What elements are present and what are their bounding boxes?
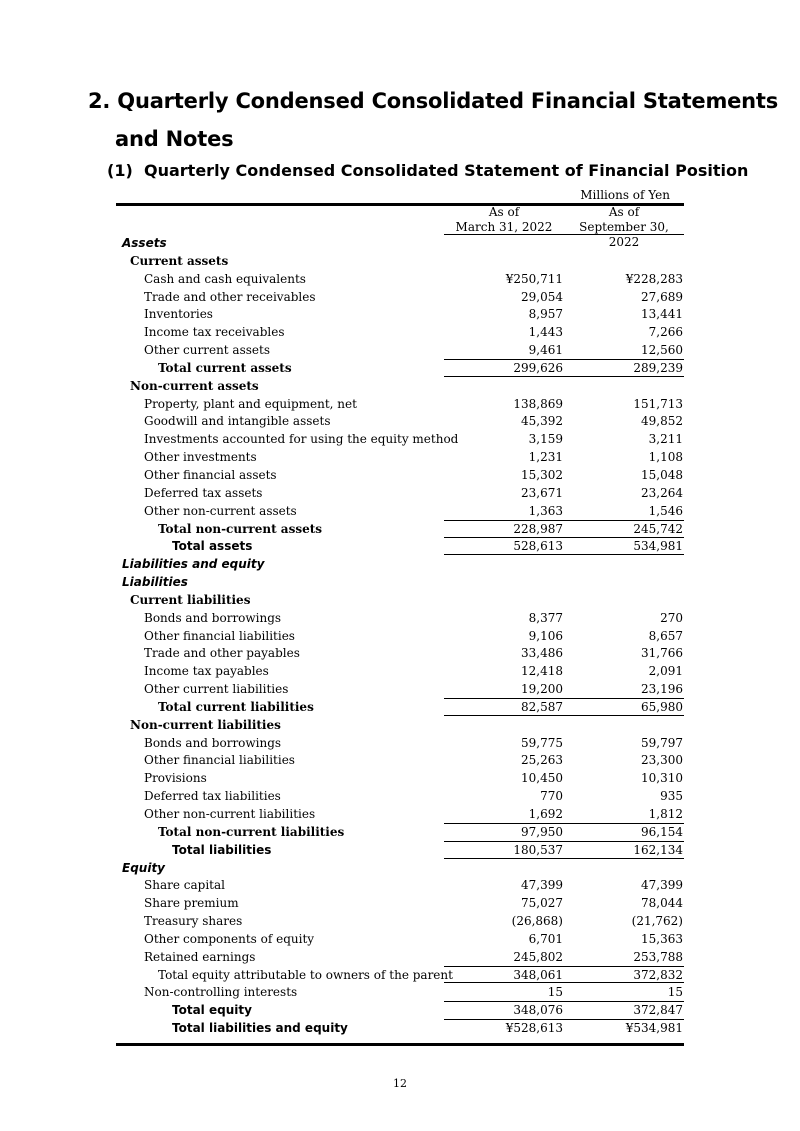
value-march-2022: 1,363 bbox=[528, 503, 563, 518]
table-row bbox=[116, 734, 684, 752]
table-bottom-rule bbox=[116, 1043, 684, 1046]
value-march-2022: 97,950 bbox=[521, 824, 563, 839]
value-march-2022: 299,626 bbox=[513, 360, 563, 375]
column-header-march-2022 bbox=[444, 205, 564, 235]
table-row bbox=[116, 894, 684, 912]
value-september-2022: 3,211 bbox=[648, 432, 683, 447]
value-september-2022: 289,239 bbox=[633, 360, 683, 375]
row-label: Total equity attributable to owners of the parent bbox=[158, 967, 453, 982]
row-label: Equity bbox=[122, 860, 166, 875]
table-row bbox=[116, 859, 684, 877]
value-march-2022: 15,302 bbox=[521, 467, 563, 482]
column-header-date: March 31, 2022 bbox=[455, 220, 553, 234]
value-september-2022: 27,689 bbox=[641, 289, 683, 304]
table-row bbox=[116, 716, 684, 734]
value-september-2022: 270 bbox=[660, 610, 683, 625]
value-september-2022: 372,847 bbox=[633, 1003, 683, 1018]
value-september-2022: 59,797 bbox=[641, 735, 683, 750]
row-label: Bonds and borrowings bbox=[144, 610, 282, 625]
page-number: 12 bbox=[393, 1077, 407, 1090]
value-march-2022: 9,106 bbox=[528, 628, 563, 643]
column-header-date: September 30, 2022 bbox=[579, 220, 669, 249]
row-label: Other non-current assets bbox=[144, 503, 297, 518]
value-march-2022: 45,392 bbox=[521, 414, 563, 429]
value-september-2022: 8,657 bbox=[648, 628, 683, 643]
value-march-2022: 23,671 bbox=[521, 485, 563, 500]
value-september-2022: 15,048 bbox=[641, 467, 683, 482]
value-september-2022: ¥534,981 bbox=[625, 1021, 683, 1036]
total-rule bbox=[444, 1001, 684, 1002]
row-label: Other current assets bbox=[144, 343, 270, 358]
value-september-2022: 49,852 bbox=[641, 414, 683, 429]
value-september-2022: 15,363 bbox=[641, 931, 683, 946]
row-label: Cash and cash equivalents bbox=[144, 271, 306, 286]
value-march-2022: 1,692 bbox=[528, 807, 563, 821]
value-september-2022: 96,154 bbox=[641, 824, 683, 839]
row-label: Total current assets bbox=[158, 360, 292, 375]
value-march-2022: 47,399 bbox=[521, 878, 563, 893]
row-label: Other non-current liabilities bbox=[144, 807, 316, 821]
table-row bbox=[116, 555, 684, 573]
value-march-2022: 33,486 bbox=[521, 646, 563, 661]
table-row bbox=[116, 573, 684, 591]
value-march-2022: 138,869 bbox=[513, 396, 563, 411]
value-march-2022: 12,418 bbox=[521, 664, 563, 679]
row-label: Non-current liabilities bbox=[130, 717, 281, 732]
row-label: Deferred tax liabilities bbox=[144, 789, 281, 804]
financial-position-table bbox=[116, 234, 684, 1037]
table-row bbox=[116, 288, 684, 306]
column-header-line: As of bbox=[608, 205, 640, 219]
value-march-2022: 29,054 bbox=[521, 289, 563, 304]
table-row bbox=[116, 983, 684, 1001]
row-label: Total liabilities and equity bbox=[172, 1021, 348, 1036]
page-title-line1: 2. Quarterly Condensed Consolidated Financial Statements bbox=[88, 89, 779, 113]
row-label: Other financial liabilities bbox=[144, 753, 295, 768]
value-september-2022: (21,762) bbox=[631, 914, 683, 929]
value-march-2022: 3,159 bbox=[528, 432, 563, 447]
table-row bbox=[116, 680, 684, 698]
value-september-2022: 78,044 bbox=[641, 896, 683, 911]
value-september-2022: 65,980 bbox=[641, 699, 683, 714]
total-rule bbox=[444, 966, 684, 967]
row-label: Trade and other receivables bbox=[144, 289, 316, 304]
row-label: Provisions bbox=[144, 771, 207, 786]
value-september-2022: 162,134 bbox=[633, 842, 683, 857]
value-march-2022: 9,461 bbox=[528, 343, 563, 358]
value-september-2022: 10,310 bbox=[641, 771, 683, 786]
table-row bbox=[116, 930, 684, 948]
table-row bbox=[116, 377, 684, 395]
value-march-2022: 10,450 bbox=[521, 771, 563, 786]
value-march-2022: 1,231 bbox=[528, 450, 563, 465]
total-rule bbox=[444, 537, 684, 538]
table-row bbox=[116, 448, 684, 466]
row-label: Total equity bbox=[172, 1003, 252, 1018]
row-label: Non-controlling interests bbox=[144, 985, 298, 1000]
table-row bbox=[116, 841, 684, 859]
value-march-2022: 8,377 bbox=[528, 610, 563, 625]
section-number: (1) bbox=[107, 161, 133, 180]
section-title-text: Quarterly Condensed Consolidated Statement of Financial Position bbox=[144, 161, 749, 180]
value-september-2022: 23,300 bbox=[641, 753, 683, 768]
row-label: Retained earnings bbox=[144, 949, 256, 964]
value-march-2022: 8,957 bbox=[528, 307, 563, 322]
table-row bbox=[116, 627, 684, 645]
value-september-2022: 7,266 bbox=[648, 325, 683, 340]
table-row bbox=[116, 769, 684, 787]
total-rule bbox=[444, 1019, 684, 1020]
value-september-2022: 12,560 bbox=[641, 343, 683, 358]
table-row bbox=[116, 948, 684, 966]
table-row bbox=[116, 430, 684, 448]
value-september-2022: 151,713 bbox=[633, 396, 683, 411]
row-label: Deferred tax assets bbox=[144, 485, 263, 500]
table-row bbox=[116, 520, 684, 538]
value-march-2022: 180,537 bbox=[513, 842, 563, 857]
table-row bbox=[116, 412, 684, 430]
row-label: Assets bbox=[122, 236, 167, 250]
total-rule bbox=[444, 359, 684, 360]
row-label: Current assets bbox=[130, 253, 229, 268]
table-row bbox=[116, 484, 684, 502]
row-label: Share capital bbox=[144, 878, 225, 893]
value-september-2022: 31,766 bbox=[641, 646, 683, 661]
value-september-2022: 935 bbox=[660, 789, 683, 804]
row-label: Other financial assets bbox=[144, 467, 277, 482]
row-label: Liabilities bbox=[122, 575, 188, 590]
table-row bbox=[116, 234, 684, 252]
table-row bbox=[116, 751, 684, 769]
value-september-2022: 13,441 bbox=[641, 307, 683, 322]
page-title bbox=[88, 82, 778, 158]
row-label: Total current liabilities bbox=[158, 699, 314, 714]
page-title-line2: and Notes bbox=[115, 127, 234, 151]
table-row bbox=[116, 787, 684, 805]
value-september-2022: 47,399 bbox=[641, 878, 683, 893]
row-label: Other investments bbox=[144, 450, 257, 465]
value-march-2022: 59,775 bbox=[521, 735, 563, 750]
table-row bbox=[116, 591, 684, 609]
total-rule bbox=[444, 823, 684, 824]
value-march-2022: 75,027 bbox=[521, 896, 563, 911]
table-row bbox=[116, 395, 684, 413]
table-row bbox=[116, 823, 684, 841]
row-label: Total non-current assets bbox=[158, 521, 323, 536]
value-march-2022: 82,587 bbox=[521, 699, 563, 714]
table-row bbox=[116, 323, 684, 341]
value-march-2022: 348,076 bbox=[513, 1003, 563, 1018]
value-september-2022: 2,091 bbox=[648, 664, 683, 679]
row-label: Inventories bbox=[144, 307, 213, 322]
table-row bbox=[116, 252, 684, 270]
row-label: Income tax payables bbox=[144, 664, 269, 679]
row-label: Other components of equity bbox=[144, 931, 315, 946]
value-march-2022: 6,701 bbox=[528, 931, 563, 946]
row-label: Total liabilities bbox=[172, 842, 272, 857]
row-label: Trade and other payables bbox=[144, 646, 300, 661]
table-row bbox=[116, 1001, 684, 1019]
table-row bbox=[116, 502, 684, 520]
value-march-2022: ¥528,613 bbox=[505, 1021, 563, 1036]
table-row bbox=[116, 305, 684, 323]
value-september-2022: 534,981 bbox=[633, 539, 683, 554]
row-label: Other financial liabilities bbox=[144, 628, 295, 643]
table-row bbox=[116, 341, 684, 359]
total-rule bbox=[444, 520, 684, 521]
row-label: Goodwill and intangible assets bbox=[144, 414, 331, 429]
value-march-2022: 245,802 bbox=[513, 949, 563, 964]
table-row bbox=[116, 876, 684, 894]
value-september-2022: 372,832 bbox=[633, 967, 683, 982]
table-row bbox=[116, 270, 684, 288]
table-row bbox=[116, 1019, 684, 1037]
value-september-2022: 23,264 bbox=[641, 485, 683, 500]
row-label: Non-current assets bbox=[130, 378, 259, 393]
table-row bbox=[116, 537, 684, 555]
row-label: Total assets bbox=[172, 539, 253, 554]
row-label: Treasury shares bbox=[144, 914, 243, 929]
table-row bbox=[116, 644, 684, 662]
row-label: Share premium bbox=[144, 896, 239, 911]
value-march-2022: 1,443 bbox=[528, 325, 563, 340]
value-march-2022: (26,868) bbox=[511, 914, 563, 929]
column-header-line: As of bbox=[488, 205, 520, 219]
row-label: Property, plant and equipment, net bbox=[144, 396, 357, 411]
row-label: Total non-current liabilities bbox=[158, 824, 345, 839]
table-row bbox=[116, 466, 684, 484]
value-september-2022: 253,788 bbox=[633, 949, 683, 964]
row-label: Income tax receivables bbox=[144, 325, 285, 340]
value-september-2022: 1,108 bbox=[648, 450, 683, 465]
total-rule bbox=[444, 698, 684, 699]
row-label: Other current liabilities bbox=[144, 682, 289, 697]
table-row bbox=[116, 912, 684, 930]
row-label: Investments accounted for using the equity method bbox=[144, 432, 459, 447]
value-march-2022: 15 bbox=[547, 985, 563, 1000]
table-row bbox=[116, 698, 684, 716]
value-september-2022: 23,196 bbox=[641, 682, 683, 697]
value-march-2022: 770 bbox=[540, 789, 563, 804]
table-row bbox=[116, 805, 684, 823]
table-row bbox=[116, 966, 684, 984]
value-march-2022: ¥250,711 bbox=[505, 271, 563, 286]
section-title bbox=[107, 161, 748, 180]
unit-label: Millions of Yen bbox=[580, 188, 670, 202]
row-label: Current liabilities bbox=[130, 592, 251, 607]
value-september-2022: ¥228,283 bbox=[625, 271, 683, 286]
total-rule bbox=[444, 841, 684, 842]
row-label: Bonds and borrowings bbox=[144, 735, 282, 750]
value-september-2022: 245,742 bbox=[633, 521, 683, 536]
value-september-2022: 1,812 bbox=[648, 807, 683, 821]
value-march-2022: 19,200 bbox=[521, 682, 563, 697]
value-march-2022: 348,061 bbox=[513, 967, 563, 982]
value-march-2022: 25,263 bbox=[521, 753, 563, 768]
value-march-2022: 228,987 bbox=[513, 521, 563, 536]
value-september-2022: 15 bbox=[667, 985, 683, 1000]
value-march-2022: 528,613 bbox=[513, 539, 563, 554]
table-row bbox=[116, 662, 684, 680]
row-label: Liabilities and equity bbox=[122, 557, 265, 572]
table-row bbox=[116, 609, 684, 627]
table-row bbox=[116, 359, 684, 377]
value-september-2022: 1,546 bbox=[648, 503, 683, 518]
